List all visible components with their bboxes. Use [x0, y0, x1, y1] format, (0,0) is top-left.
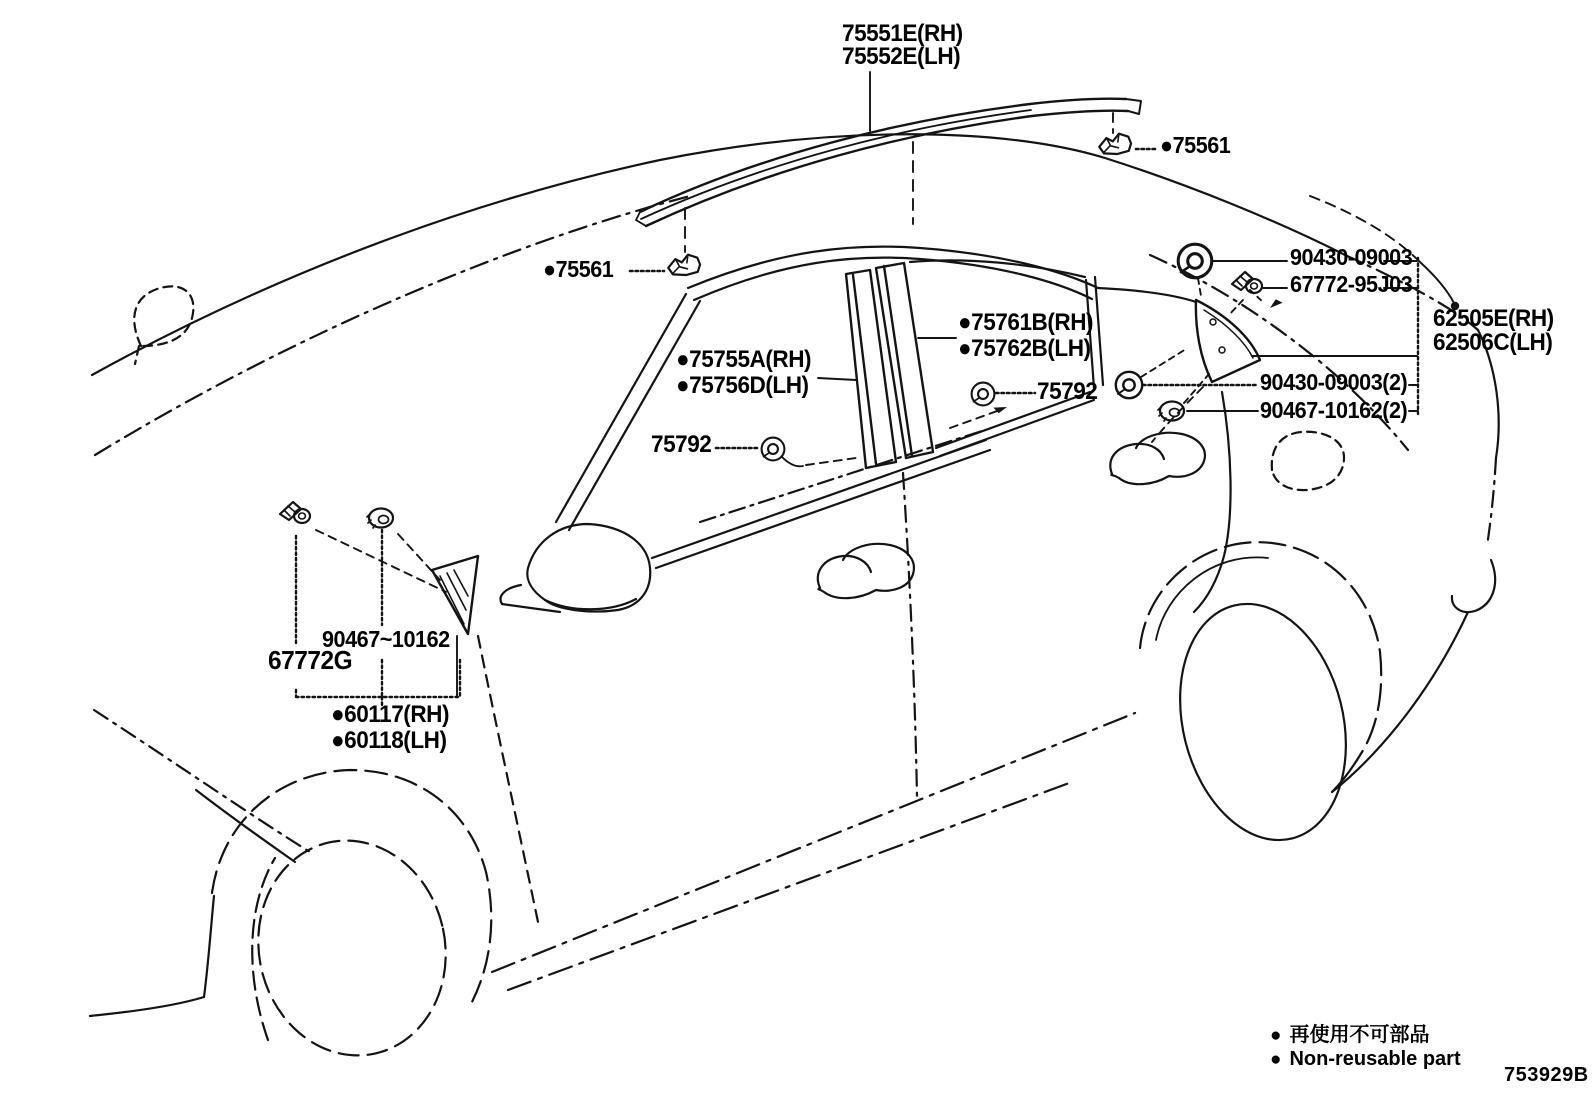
label-moulding-clip-lower[interactable]: ●75561: [543, 256, 614, 282]
label-rear-pillar-tape-rh[interactable]: ●75761B(RH): [958, 309, 1094, 336]
tapping-screw-icon: [280, 502, 310, 523]
tapping-screw-icon: [1232, 272, 1262, 293]
label-clip-quarter-lower[interactable]: 90467-10162(2): [1260, 397, 1408, 423]
grommet-ring-icon: [972, 383, 995, 406]
roof-moulding-part: [636, 99, 1141, 226]
grommet-ring-icon: [762, 438, 785, 461]
label-quarter-window-moulding-lh[interactable]: 62506C(LH): [1433, 329, 1553, 356]
label-fender-garnish-lh[interactable]: ●60118(LH): [331, 727, 447, 754]
grommet-ring-icon: [1116, 372, 1142, 398]
label-moulding-clip-upper[interactable]: ●75561: [1160, 132, 1231, 158]
non-reusable-bullet-icon: ●: [1270, 1049, 1282, 1070]
legend-en-text: Non-reusable part: [1289, 1048, 1461, 1070]
moulding-clip-icon: [667, 254, 701, 277]
label-belt-grommet-left[interactable]: 75792: [651, 431, 712, 458]
label-screw-quarter[interactable]: 67772-95J03: [1290, 271, 1413, 297]
drawing-number: 753929B: [1504, 1064, 1589, 1086]
label-grommet-quarter-upper[interactable]: 90430-09003: [1290, 244, 1413, 270]
label-fender-clip[interactable]: 90467~10162: [322, 626, 450, 652]
label-quarter-window-moulding-rh[interactable]: 62505E(RH): [1433, 305, 1554, 332]
legend-en-row: [1270, 1047, 1461, 1072]
non-reusable-bullet-icon: ●: [1270, 1025, 1282, 1046]
label-roof-drip-moulding-rh[interactable]: 75551E(RH): [842, 20, 963, 47]
label-roof-drip-moulding-lh[interactable]: 75552E(LH): [842, 43, 961, 70]
legend-jp-row: [1270, 1023, 1429, 1048]
fastener-icons: [280, 133, 1262, 528]
label-front-pillar-tape-rh[interactable]: ●75755A(RH): [676, 346, 812, 373]
clip-nut-icon: [367, 509, 393, 529]
label-belt-grommet-right[interactable]: 75792: [1037, 378, 1098, 405]
grommet-ring-icon: [1178, 244, 1212, 278]
label-front-pillar-tape-lh[interactable]: ●75756D(LH): [676, 372, 809, 399]
car-body-line-art: [90, 134, 1499, 1073]
label-fender-garnish-rh[interactable]: ●60117(RH): [331, 701, 450, 728]
legend-jp-text: 再使用不可部品: [1289, 1024, 1430, 1046]
label-fender-screw[interactable]: 67772G: [268, 645, 353, 675]
moulding-clip-icon: [1098, 133, 1132, 156]
label-grommet-quarter-lower[interactable]: 90430-09003(2): [1260, 369, 1408, 395]
label-rear-pillar-tape-lh[interactable]: ●75762B(LH): [958, 335, 1091, 362]
